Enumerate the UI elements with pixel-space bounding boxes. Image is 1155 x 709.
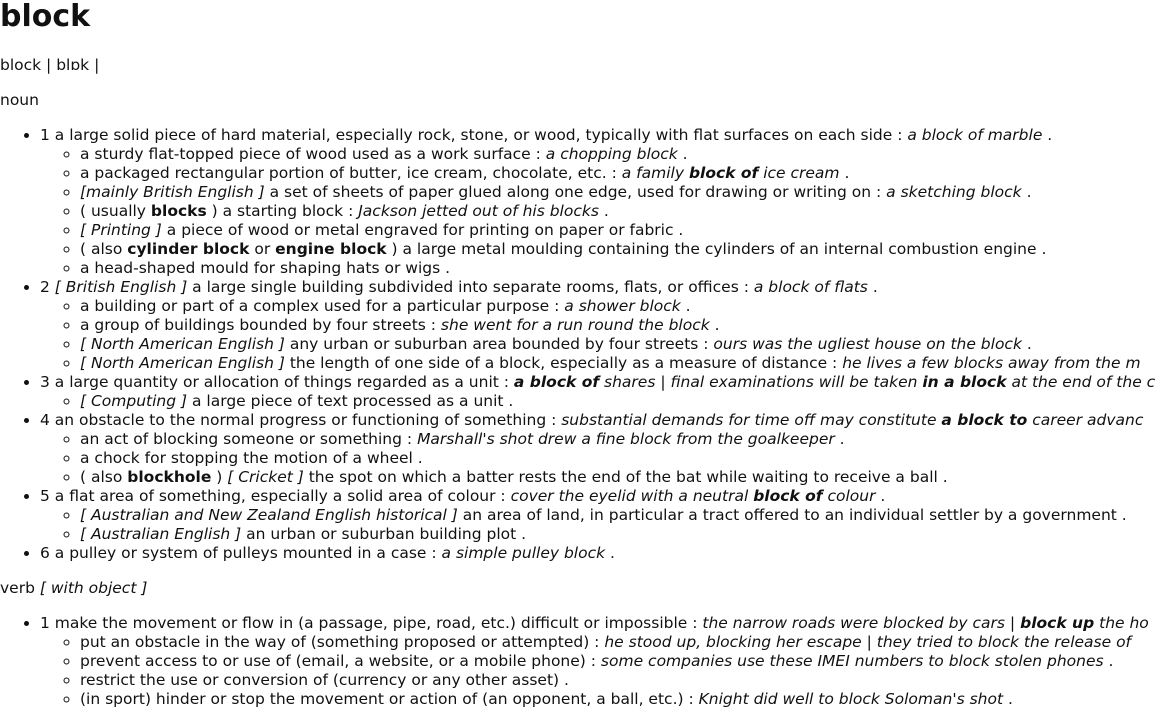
subsense-item	[80, 690, 1149, 709]
headword: block	[0, 0, 91, 34]
example-text: a sketching block	[886, 183, 1022, 201]
example-text: he lives a few blocks away from the m	[842, 354, 1141, 372]
definition-text: .	[598, 202, 609, 220]
example-text: a shower block	[564, 297, 681, 315]
definition-text: .	[867, 278, 878, 296]
subsense-item	[80, 506, 1155, 525]
definition-text: 1 a large solid piece of hard material, especially rock, stone, or wood, typically with flat surfaces on each side :	[40, 126, 908, 144]
definition-text: ( usually	[80, 202, 151, 220]
example-text: a block to	[941, 411, 1028, 429]
subsense-item	[80, 392, 1155, 411]
subsense-list	[40, 145, 1155, 278]
definition-text: the spot on which a batter rests the end of the bat while waiting to receive a ball .	[303, 468, 948, 486]
example-text: Jackson jetted out of his blocks	[358, 202, 599, 220]
subsense-list	[40, 506, 1155, 544]
example-text: block of	[753, 487, 823, 505]
example-text: at the end of the c	[1006, 373, 1155, 391]
definition-text: any urban or suburban area bounded by four streets :	[284, 335, 714, 353]
subsense-item	[80, 354, 1155, 373]
subsense-item	[80, 633, 1149, 652]
definition-text: a building or part of a complex used for a particular purpose :	[80, 297, 565, 315]
definition-text: .	[1103, 652, 1114, 670]
example-text: a block of flats	[753, 278, 868, 296]
pronunciation: block | blɒk |	[0, 56, 100, 74]
variant-form: blocks	[150, 202, 207, 220]
part-of-speech-verb	[0, 579, 147, 598]
definition-text: put an obstacle in the way of (something proposed or attempted) :	[80, 633, 605, 651]
register-label: [ Computing ]	[80, 392, 188, 410]
example-text: he stood up, blocking her escape | they tried to block the release of	[604, 633, 1132, 651]
sense-item	[40, 411, 1155, 487]
definition-text: ) a large metal moulding containing the cylinders of an internal combustion engine .	[386, 240, 1047, 258]
register-label: [mainly British English ]	[80, 183, 265, 201]
definition-text: .	[875, 487, 886, 505]
subsense-list	[40, 430, 1155, 487]
definition-text: ( also	[80, 240, 128, 258]
example-text: a block of	[513, 373, 600, 391]
definition-text: an act of blocking someone or something :	[80, 430, 418, 448]
subsense-item	[80, 316, 1155, 335]
definition-text: .	[834, 430, 845, 448]
definition-text: restrict the use or conversion of (currency or any other asset) .	[80, 671, 569, 689]
definition-text: or	[249, 240, 276, 258]
subsense-item	[80, 145, 1155, 164]
definition-text: a set of sheets of paper glued along one edge, used for drawing or writing on :	[264, 183, 887, 201]
definition-text: prevent access to or use of (email, a website, or a mobile phone) :	[80, 652, 601, 670]
example-text: block up	[1020, 614, 1095, 632]
variant-form: blockhole	[127, 468, 212, 486]
example-text: the narrow roads were blocked by cars |	[702, 614, 1021, 632]
verb-grammar: [ with object ]	[39, 579, 148, 597]
verb-senses	[0, 614, 1149, 709]
definition-text: .	[1042, 126, 1053, 144]
definition-text: ) a starting block :	[206, 202, 359, 220]
subsense-item	[80, 221, 1155, 240]
sense-item	[40, 126, 1155, 278]
example-text: colour	[822, 487, 876, 505]
noun-senses	[0, 126, 1155, 563]
definition-text: .	[1021, 183, 1032, 201]
definition-text: a large single building subdivided into separate rooms, flats, or offices :	[187, 278, 754, 296]
definition-text: .	[839, 164, 850, 182]
example-text: in a block	[922, 373, 1007, 391]
subsense-item	[80, 164, 1155, 183]
example-text: ours was the ugliest house on the block	[713, 335, 1022, 353]
definition-text: .	[709, 316, 720, 334]
sense-item	[40, 544, 1155, 563]
subsense-item	[80, 525, 1155, 544]
example-text: she went for a run round the block	[440, 316, 710, 334]
variant-form: cylinder block	[127, 240, 250, 258]
definition-text: a chock for stopping the motion of a wheel .	[80, 449, 423, 467]
example-text: a family	[621, 164, 689, 182]
definition-text: 3 a large quantity or allocation of things regarded as a unit :	[40, 373, 514, 391]
subsense-list	[40, 392, 1155, 411]
sense-item	[40, 614, 1149, 709]
subsense-item	[80, 335, 1155, 354]
definition-text: a piece of wood or metal engraved for printing on paper or fabric .	[161, 221, 684, 239]
subsense-item	[80, 468, 1155, 487]
definition-text: a head-shaped mould for shaping hats or wigs .	[80, 259, 451, 277]
definition-text: a sturdy flat-topped piece of wood used as a work surface :	[80, 145, 546, 163]
example-text: the ho	[1094, 614, 1149, 632]
definition-text: .	[1021, 335, 1032, 353]
variant-form: engine block	[275, 240, 387, 258]
register-label: [ Cricket ]	[227, 468, 304, 486]
definition-text: )	[211, 468, 228, 486]
definition-text: .	[605, 544, 615, 562]
example-text: Knight did well to block Soloman's shot	[698, 690, 1004, 708]
example-text: cover the eyelid with a neutral	[510, 487, 754, 505]
definition-text: an area of land, in particular a tract offered to an individual settler by a government .	[457, 506, 1127, 524]
subsense-item	[80, 671, 1149, 690]
subsense-item	[80, 652, 1149, 671]
definition-text: 4 an obstacle to the normal progress or functioning of something :	[40, 411, 562, 429]
subsense-list	[40, 297, 1155, 373]
subsense-item	[80, 183, 1155, 202]
example-text: ice cream	[758, 164, 840, 182]
definition-text: 2	[40, 278, 55, 296]
definition-text: an urban or suburban building plot .	[241, 525, 527, 543]
example-text: some companies use these IMEI numbers to block stolen phones	[600, 652, 1104, 670]
definition-text: 5 a flat area of something, especially a solid area of colour :	[40, 487, 511, 505]
definition-text: .	[1003, 690, 1013, 708]
subsense-item	[80, 202, 1155, 221]
example-text: block of	[688, 164, 759, 182]
register-label: [ Australian and New Zealand English historical ]	[80, 506, 458, 524]
definition-text: a group of buildings bounded by four streets :	[80, 316, 441, 334]
subsense-item	[80, 240, 1155, 259]
definition-text: (in sport) hinder or stop the movement or action of (an opponent, a ball, etc.) :	[80, 690, 699, 708]
example-text: a simple pulley block	[441, 544, 606, 562]
example-text: a chopping block	[545, 145, 678, 163]
example-text: shares | final examinations will be taken	[599, 373, 923, 391]
subsense-list	[40, 633, 1149, 709]
example-text: a block of marble	[907, 126, 1043, 144]
sense-item	[40, 487, 1155, 544]
definition-text: ( also	[80, 468, 128, 486]
part-of-speech-noun: noun	[0, 91, 39, 109]
register-label: [ North American English ]	[80, 354, 285, 372]
subsense-item	[80, 259, 1155, 278]
subsense-item	[80, 297, 1155, 316]
definition-text: .	[677, 145, 688, 163]
register-label: [ Australian English ]	[80, 525, 242, 543]
definition-text: the length of one side of a block, especially as a measure of distance :	[284, 354, 843, 372]
definition-text: 6 a pulley or system of pulleys mounted in a case :	[40, 544, 442, 562]
subsense-item	[80, 430, 1155, 449]
verb-label: verb	[0, 579, 35, 597]
definition-text: .	[680, 297, 691, 315]
register-label: [ North American English ]	[80, 335, 285, 353]
register-label: [ British English ]	[54, 278, 188, 296]
subsense-item	[80, 449, 1155, 468]
example-text: substantial demands for time off may constitute	[561, 411, 942, 429]
sense-item	[40, 278, 1155, 373]
register-label: [ Printing ]	[80, 221, 162, 239]
definition-text: a packaged rectangular portion of butter, ice cream, chocolate, etc. :	[80, 164, 622, 182]
example-text: Marshall's shot drew a fine block from the goalkeeper	[417, 430, 835, 448]
definition-text: a large piece of text processed as a unit .	[187, 392, 514, 410]
example-text: career advanc	[1027, 411, 1144, 429]
definition-text: 1 make the movement or flow in (a passage, pipe, road, etc.) difficult or impossible :	[40, 614, 703, 632]
sense-item	[40, 373, 1155, 411]
